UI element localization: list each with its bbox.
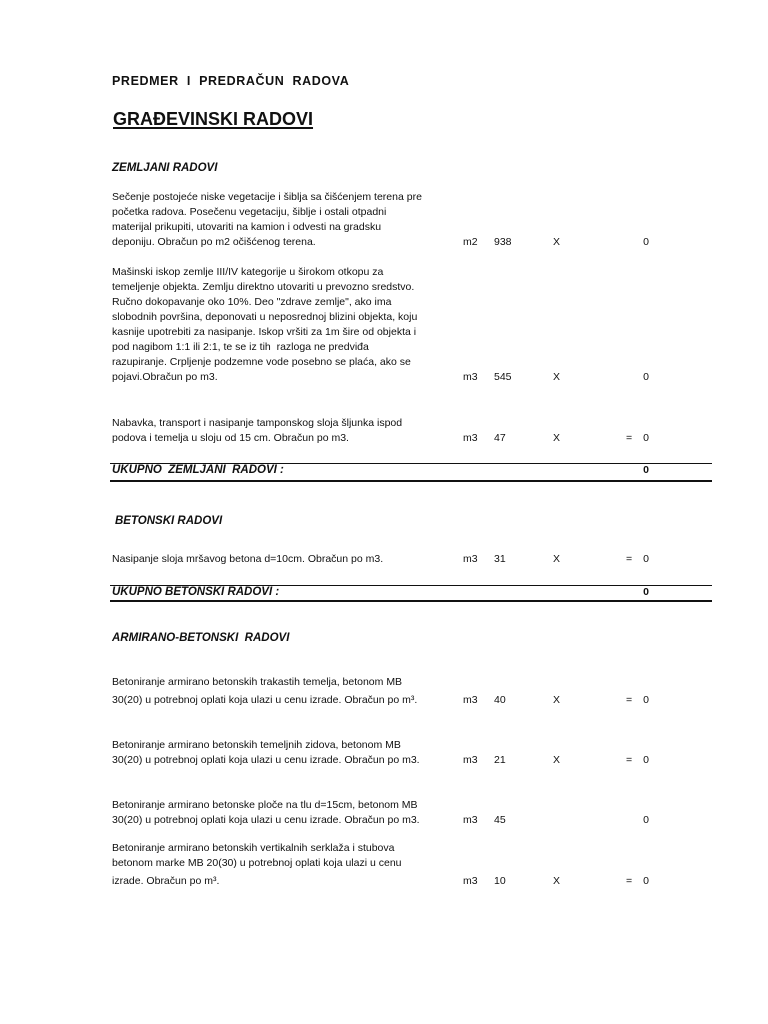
item-values bbox=[0, 874, 768, 889]
item-unit: m3 bbox=[463, 694, 478, 706]
description-line: Betoniranje armirano betonskih trakastih temelja, betonom MB bbox=[112, 676, 403, 688]
description-line: Ručno dokopavanje oko 10%. Deo "zdrave zemlje", ako ima bbox=[112, 296, 392, 308]
item-quantity: 45 bbox=[494, 814, 506, 826]
item-total: 0 bbox=[643, 694, 649, 706]
item-multiply-sign: X bbox=[553, 432, 561, 444]
total-rule-bottom bbox=[110, 480, 712, 482]
description-line: Sečenje postojeće niske vegetacije i šiblja sa čišćenjem terena pre bbox=[112, 191, 422, 203]
section-total-row bbox=[0, 585, 768, 599]
item-values bbox=[0, 552, 768, 567]
item-equals-sign: = bbox=[626, 754, 633, 766]
item-quantity: 21 bbox=[494, 754, 506, 766]
item-unit: m2 bbox=[463, 236, 478, 248]
item-multiply-sign: X bbox=[553, 236, 561, 248]
item-quantity: 10 bbox=[494, 875, 506, 887]
item-equals-sign: = bbox=[626, 694, 633, 706]
item-quantity: 40 bbox=[494, 694, 506, 706]
item-total: 0 bbox=[643, 432, 649, 444]
item-description bbox=[112, 265, 458, 385]
description-line: materijal prikupiti, utovariti na kamion i odvesti na gradsku bbox=[112, 221, 382, 233]
section-total-value: 0 bbox=[643, 464, 649, 476]
item-total: 0 bbox=[643, 754, 649, 766]
item-equals-sign: = bbox=[626, 875, 633, 887]
item-unit: m3 bbox=[463, 875, 478, 887]
description-line: 30(20) u potrebnoj oplati koja ulazi u cenu izrade. Obračun po m3. bbox=[112, 814, 420, 826]
item-multiply-sign: X bbox=[553, 694, 561, 706]
item-values bbox=[0, 431, 768, 446]
description-line: deponiju. Obračun po m2 očišćenog terena. bbox=[112, 236, 316, 248]
section-total-value: 0 bbox=[643, 586, 649, 598]
section-total-row bbox=[0, 463, 768, 477]
total-rule-bottom bbox=[110, 600, 712, 602]
item-total: 0 bbox=[643, 553, 649, 565]
item-total: 0 bbox=[643, 371, 649, 383]
description-line: podova i temelja u sloju od 15 cm. Obračun po m3. bbox=[112, 432, 349, 444]
description-line: 30(20) u potrebnoj oplati koja ulazi u cenu izrade. Obračun po m3. bbox=[112, 754, 420, 766]
item-multiply-sign: X bbox=[553, 754, 561, 766]
description-line: izrade. Obračun po m³. bbox=[112, 875, 220, 887]
section-heading: ZEMLJANI RADOVI bbox=[112, 162, 218, 174]
section-total-label: UKUPNO BETONSKI RADOVI : bbox=[112, 586, 280, 598]
item-values bbox=[0, 693, 768, 708]
document-subtitle: GRAĐEVINSKI RADOVI bbox=[113, 109, 314, 129]
section-heading: ARMIRANO-BETONSKI RADOVI bbox=[112, 632, 290, 644]
description-line: kasnije upotrebiti za nasipanje. Iskop vršiti za 1m šire od objekta i bbox=[112, 326, 417, 338]
description-line: Betoniranje armirano betonske ploče na tlu d=15cm, betonom MB bbox=[112, 799, 418, 811]
item-values bbox=[0, 813, 768, 828]
item-values bbox=[0, 235, 768, 250]
section-total-label: UKUPNO ZEMLJANI RADOVI : bbox=[112, 464, 284, 476]
item-quantity: 545 bbox=[494, 371, 512, 383]
description-line: razupiranje. Crpljenje podzemne vode posebno se plaća, ako se bbox=[112, 356, 411, 368]
section-heading: BETONSKI RADOVI bbox=[115, 515, 223, 527]
description-line: pojavi.Obračun po m3. bbox=[112, 371, 218, 383]
description-line: slobodnih površina, deponovati u neposrednoj blizini objekta, koju bbox=[112, 311, 418, 323]
document-title: PREDMER I PREDRAČUN RADOVA bbox=[112, 74, 350, 88]
item-unit: m3 bbox=[463, 754, 478, 766]
item-total: 0 bbox=[643, 236, 649, 248]
description-line: Nasipanje sloja mršavog betona d=10cm. Obračun po m3. bbox=[112, 553, 384, 565]
item-unit: m3 bbox=[463, 432, 478, 444]
description-line: temeljenje objekta. Zemlju direktno utovariti u prevozno sredstvo. bbox=[112, 281, 415, 293]
item-total: 0 bbox=[643, 814, 649, 826]
item-values bbox=[0, 753, 768, 768]
description-line: Mašinski iskop zemlje III/IV kategorije u širokom otkopu za bbox=[112, 266, 384, 278]
item-quantity: 938 bbox=[494, 236, 512, 248]
description-line: Betoniranje armirano betonskih temeljnih zidova, betonom MB bbox=[112, 739, 401, 751]
item-unit: m3 bbox=[463, 371, 478, 383]
description-line: betonom marke MB 20(30) u potrebnoj oplati koja ulazi u cenu bbox=[112, 857, 402, 869]
item-multiply-sign: X bbox=[553, 371, 561, 383]
item-unit: m3 bbox=[463, 814, 478, 826]
description-line: Nabavka, transport i nasipanje tamponskog sloja šljunka ispod bbox=[112, 417, 403, 429]
description-line: Betoniranje armirano betonskih vertikalnih serklaža i stubova bbox=[112, 842, 395, 854]
description-line: početka radova. Posečenu vegetaciju, šiblje i ostali otpadni bbox=[112, 206, 387, 218]
item-unit: m3 bbox=[463, 553, 478, 565]
item-equals-sign: = bbox=[626, 553, 633, 565]
item-values bbox=[0, 370, 768, 385]
item-multiply-sign: X bbox=[553, 553, 561, 565]
description-line: pod nagibom 1:1 ili 2:1, te se iz tih razloga ne predviđa bbox=[112, 341, 369, 353]
item-quantity: 31 bbox=[494, 553, 506, 565]
item-equals-sign: = bbox=[626, 432, 633, 444]
item-multiply-sign: X bbox=[553, 875, 561, 887]
item-quantity: 47 bbox=[494, 432, 506, 444]
item-total: 0 bbox=[643, 875, 649, 887]
description-line: 30(20) u potrebnoj oplati koja ulazi u cenu izrade. Obračun po m³. bbox=[112, 694, 418, 706]
